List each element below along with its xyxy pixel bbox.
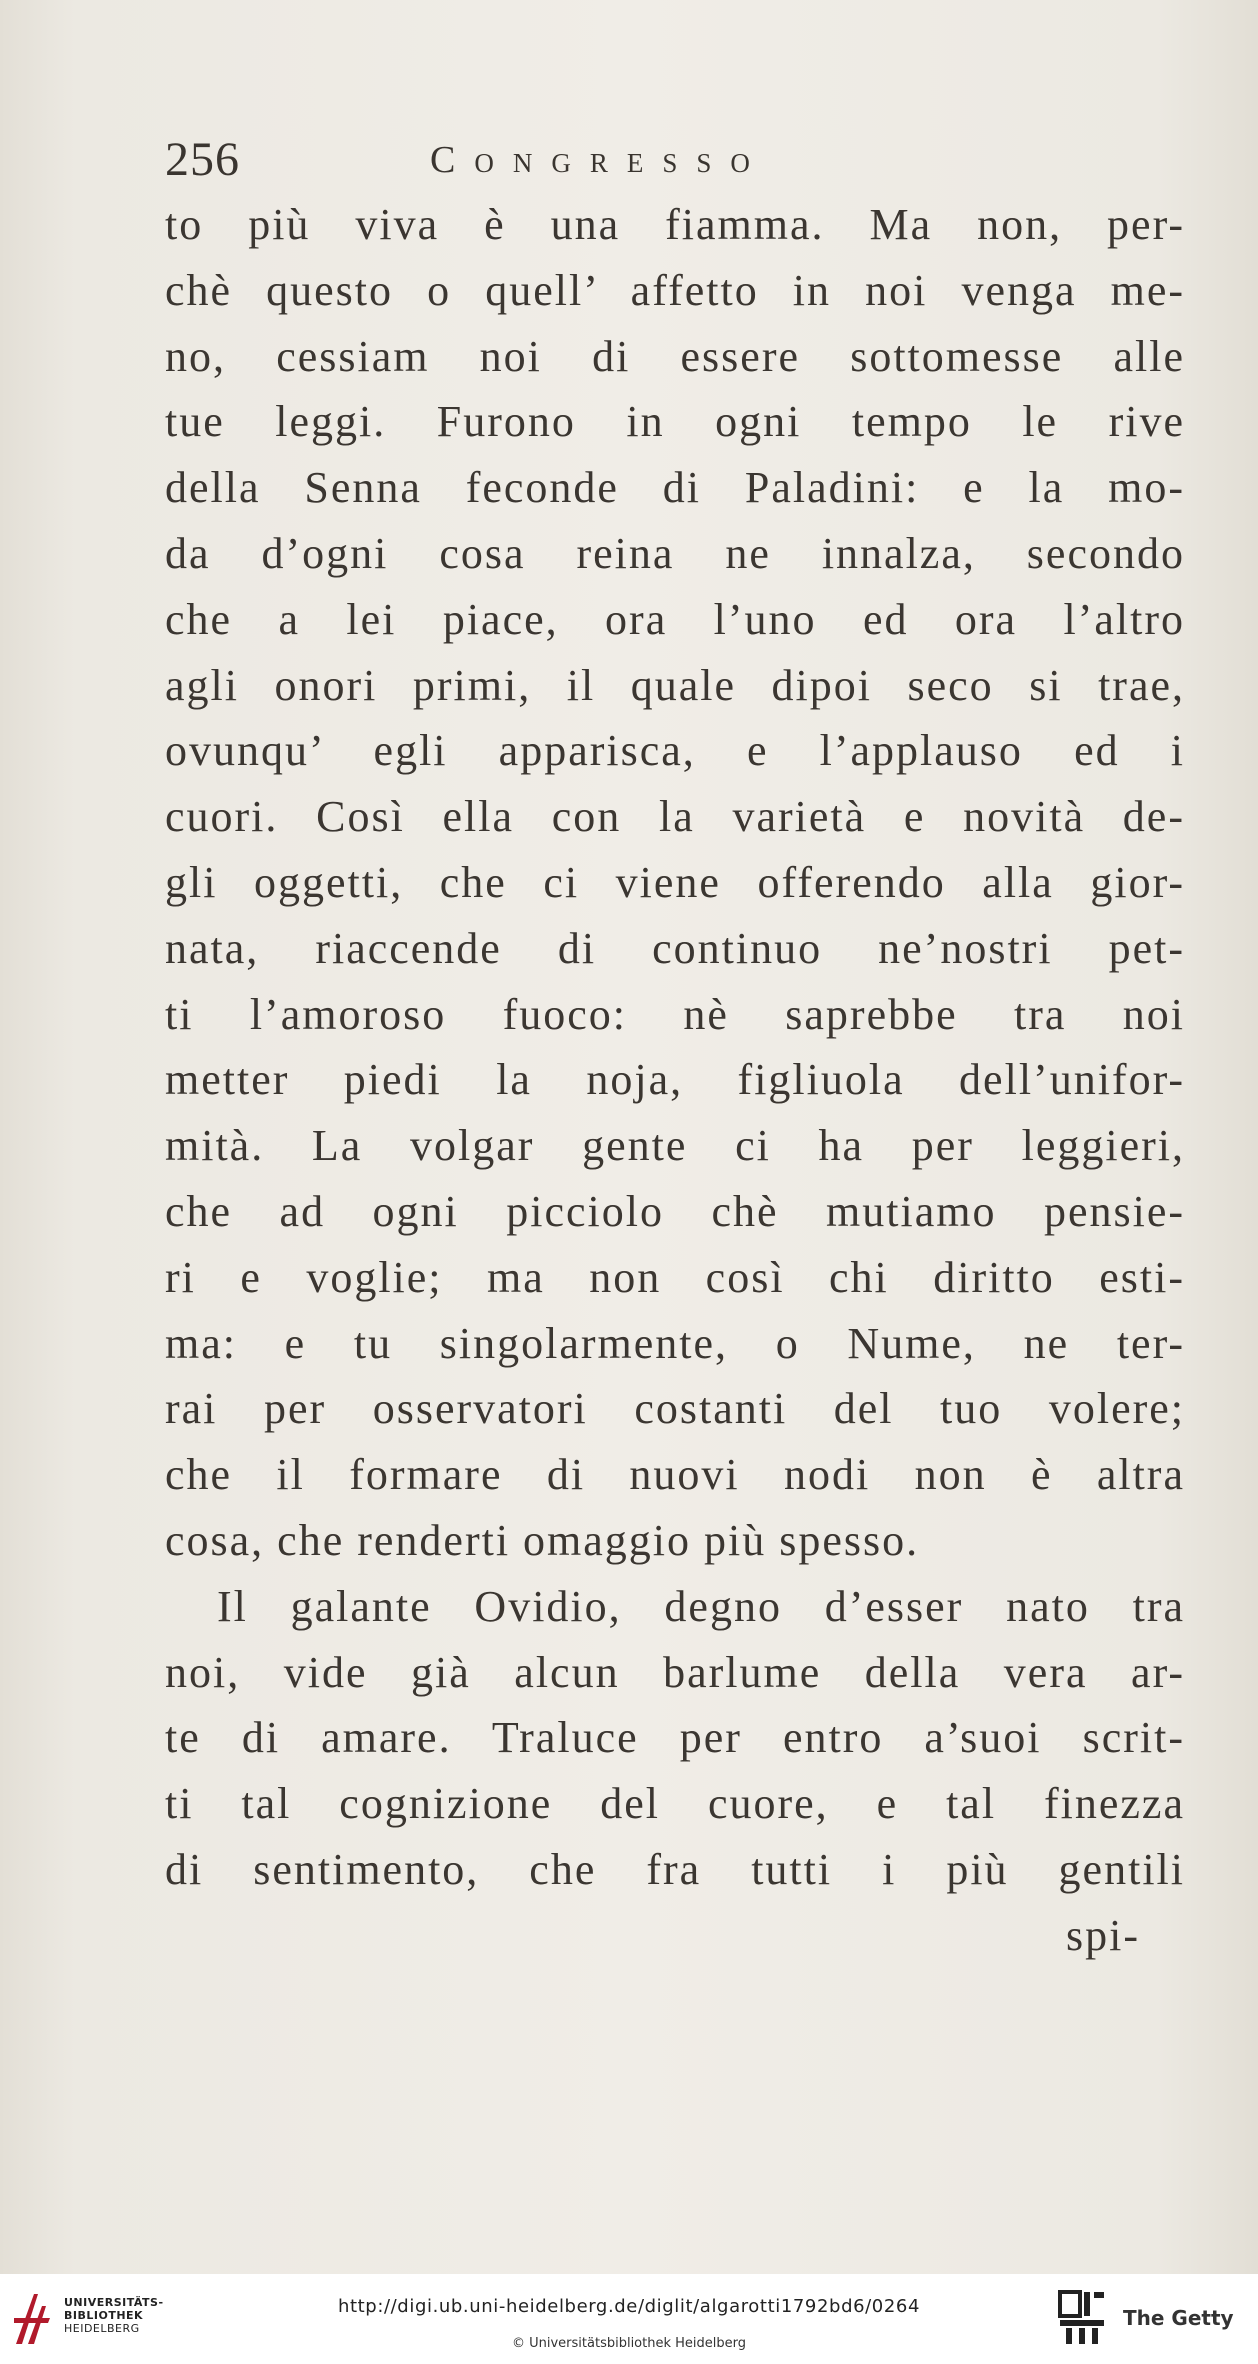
text-line: ri e voglie; ma non così chi diritto esti-	[165, 1252, 1185, 1302]
library-name-line: UNIVERSITÄTS-	[64, 2296, 164, 2309]
text-line: di sentimento, che fra tutti i più gentili	[165, 1844, 1185, 1894]
text-line: tue leggi. Furono in ogni tempo le rive	[165, 397, 1185, 447]
text-line: che a lei piace, ora l’uno ed ora l’altro	[165, 594, 1185, 644]
text-line: rai per osservatori costanti del tuo volere;	[165, 1384, 1185, 1434]
text-line: cuori. Così ella con la varietà e novità de-	[165, 792, 1185, 842]
text-line: metter piedi la noja, figliuola dell’unifor-	[165, 1055, 1185, 1105]
getty-logo-icon	[1058, 2290, 1106, 2346]
library-name-line: BIBLIOTHEK	[64, 2309, 144, 2322]
text-line: te di amare. Traluce per entro a’suoi scrit-	[165, 1713, 1185, 1763]
copyright-notice: © Universitätsbibliothek Heidelberg	[511, 2336, 746, 2351]
text-line: ma: e tu singolarmente, o Nume, ne ter-	[165, 1318, 1185, 1368]
text-line: che ad ogni picciolo chè mutiamo pensie-	[165, 1186, 1185, 1236]
text-line: mità. La volgar gente ci ha per leggieri,	[165, 1121, 1185, 1171]
text-line: agli onori primi, il quale dipoi seco si trae,	[165, 660, 1185, 710]
page-number: 256	[165, 133, 240, 186]
body-text	[165, 192, 1185, 1969]
text-line: gli oggetti, che ci viene offerendo alla gior-	[165, 857, 1185, 907]
text-line: ovunqu’ egli apparisca, e l’applauso ed i	[165, 726, 1185, 776]
partner-name: The Getty	[1123, 2306, 1234, 2330]
source-url-link[interactable]: http://digi.ub.uni-heidelberg.de/diglit/algarotti1792bd6/0264	[337, 2296, 921, 2317]
running-head	[165, 132, 945, 192]
text-line: nata, riaccende di continuo ne’nostri pet-	[165, 923, 1185, 973]
paragraph-start-line: Il galante Ovidio, degno d’esser nato tra	[217, 1581, 1185, 1631]
running-title: Congresso	[430, 139, 769, 181]
text-line: da d’ogni cosa reina ne innalza, secondo	[165, 528, 1185, 578]
text-line: della Senna feconde di Paladini: e la mo-	[165, 463, 1185, 513]
text-line: che il formare di nuovi nodi non è altra	[165, 1450, 1185, 1500]
text-line: no, cessiam noi di essere sottomesse alle	[165, 331, 1185, 381]
catchword: spi-	[1066, 1910, 1140, 1960]
library-name-line: HEIDELBERG	[64, 2322, 140, 2335]
text-line: ti tal cognizione del cuore, e tal finezza	[165, 1779, 1185, 1829]
footer-bar	[0, 2274, 1258, 2364]
text-line: noi, vide già alcun barlume della vera ar-	[165, 1647, 1185, 1697]
text-line: to più viva è una fiamma. Ma non, per-	[165, 200, 1185, 249]
text-line: chè questo o quell’ affetto in noi venga me-	[165, 265, 1185, 315]
paragraph-end-line: cosa, che renderti omaggio più spesso.	[165, 1515, 920, 1565]
text-line: ti l’amoroso fuoco: nè saprebbe tra noi	[165, 989, 1185, 1039]
